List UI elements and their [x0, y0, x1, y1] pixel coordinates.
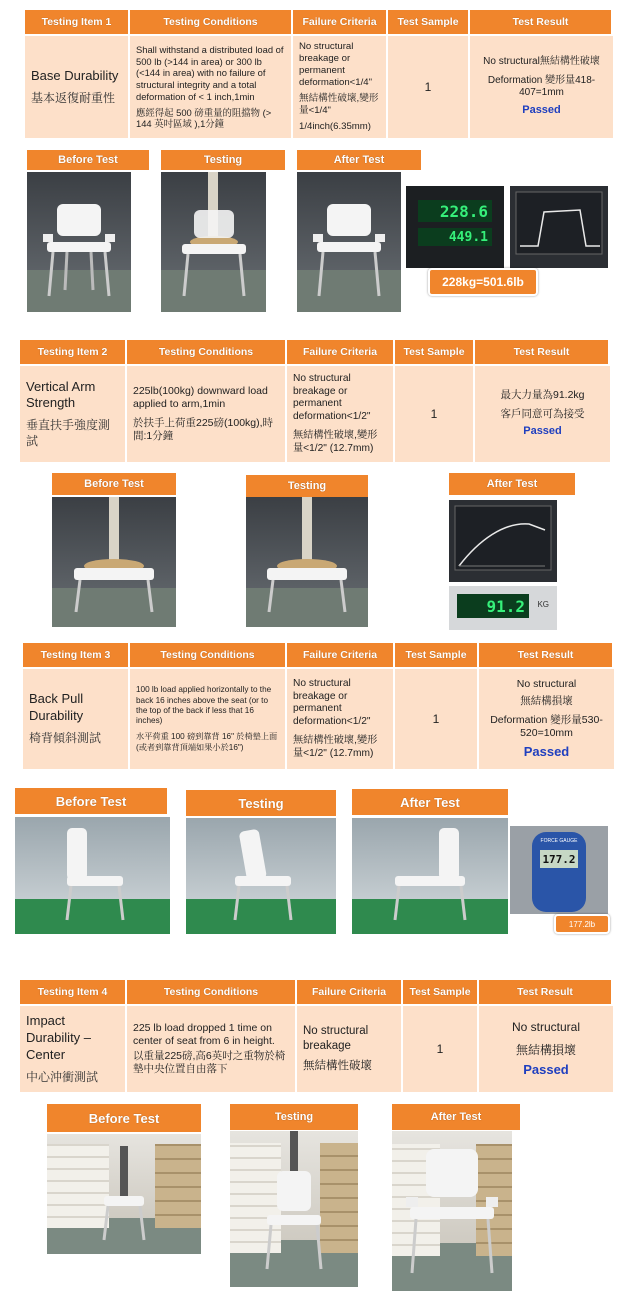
sample-cell: 1: [395, 667, 479, 769]
conditions-zh: 應經得起 500 磅重量的阻擋物 (> 144 英吋區域 ),1分鐘: [136, 106, 272, 130]
header-testing-item: Testing Item 4: [20, 980, 127, 1004]
test-rig-icon: [66, 497, 162, 614]
item-name-zh: 垂直扶手強度測試: [26, 418, 111, 448]
conditions-en: Shall withstand a distributed load of 500 lb (>144 in area) or 300 lb (<144 in area) with no failure of structural integrity and a total deformation of < 1 inch,1min: [136, 43, 284, 102]
header-result: Test Result: [475, 340, 610, 364]
criteria-en: No structural breakage or permanent deformation<1/2": [293, 372, 371, 422]
testing-photo: [246, 497, 368, 627]
conditions-cell: [130, 667, 287, 769]
header-conditions: Testing Conditions: [127, 980, 297, 1004]
criteria-en: No structural breakage or permanent deformation<1/2": [293, 677, 371, 727]
test-table-4: [20, 980, 613, 1092]
test-table-1: [25, 10, 613, 138]
item-name-cell: [25, 34, 130, 138]
result-line-1: 最大力量為91.2kg: [500, 389, 585, 401]
item-name-zh: 椅背傾斜測試: [29, 731, 102, 746]
result-cell: [479, 667, 614, 769]
testing-photo: [161, 172, 266, 312]
before-test-photo: [52, 497, 176, 627]
criteria-zh: 無結構性破壞,變形量<1/2" (12.7mm): [293, 429, 378, 454]
after-test-label: After Test: [297, 150, 421, 170]
header-testing-item: Testing Item 2: [20, 340, 127, 364]
conditions-zh: 以重量225磅,高6英吋之重物於椅墊中央位置自由落下: [133, 1050, 286, 1076]
shower-chair-icon: [309, 198, 389, 298]
header-conditions: Testing Conditions: [130, 10, 293, 34]
header-sample: Test Sample: [395, 643, 479, 667]
criteria-en: No structural breakage or permanent deformation<1/4": [299, 41, 373, 88]
after-test-label: After Test: [392, 1104, 520, 1130]
test-table-2: [20, 340, 610, 462]
conditions-zh: 水平荷重 100 磅到靠背 16" 於椅墊上面 (或者到靠背頂端如果小於16"): [136, 732, 278, 752]
conditions-en: 225 lb load dropped 1 time on center of seat from 6 in height.: [133, 1021, 275, 1047]
testing-photo: [230, 1131, 358, 1287]
conditions-zh: 於扶手上荷重225磅(100kg),時間:1分鐘: [133, 417, 274, 443]
before-test-label: Before Test: [27, 150, 149, 170]
header-sample: Test Sample: [388, 10, 470, 34]
force-curve-graph: [449, 500, 557, 582]
load-curve-icon: [510, 186, 608, 268]
header-sample: Test Sample: [395, 340, 475, 364]
conditions-cell: [130, 34, 293, 138]
conditions-en: 100 lb load applied horizontally to the back 16 inches above the seat (or to the top of the back if less that 16 inches): [136, 685, 272, 725]
force-meter-display: [449, 586, 557, 630]
after-test-photo: [392, 1131, 512, 1291]
header-conditions: Testing Conditions: [127, 340, 287, 364]
conditions-cell: [127, 364, 287, 462]
force-callout: 177.2lb: [554, 914, 610, 934]
shower-chair-icon: [221, 826, 301, 922]
meter-readout-top: 228.6: [418, 200, 492, 222]
header-criteria: Failure Criteria: [287, 643, 395, 667]
header-sample: Test Sample: [403, 980, 479, 1004]
before-test-label: Before Test: [52, 473, 176, 495]
before-test-label: Before Test: [15, 788, 167, 814]
meter-unit: KG: [537, 600, 549, 609]
before-test-label: Before Test: [47, 1104, 201, 1132]
load-meter-display: [406, 186, 504, 268]
passed-status: Passed: [523, 1061, 569, 1077]
criteria-cell: [287, 667, 395, 769]
item-name-en: Impact Durability – Center: [26, 1012, 92, 1062]
testing-label: Testing: [246, 475, 368, 497]
shower-chair-icon: [404, 1145, 500, 1275]
item-name-en: Vertical Arm Strength: [26, 378, 96, 411]
after-test-photo: [297, 172, 401, 312]
test-rig-icon: [174, 172, 254, 298]
result-line-1b: 無結構損壞: [520, 694, 573, 707]
criteria-zh: 無結構性破壞: [303, 1060, 372, 1073]
header-testing-item: Testing Item 1: [25, 10, 130, 34]
shower-chair-icon: [53, 826, 133, 922]
criteria-cell: [297, 1004, 403, 1092]
criteria-en: No structural breakage: [303, 1025, 369, 1052]
header-result: Test Result: [470, 10, 613, 34]
result-line-2: 客戶同意可為接受: [500, 408, 585, 421]
result-line-1: No structural: [511, 1019, 581, 1034]
item-name-cell: [20, 364, 127, 462]
item-name-cell: [23, 667, 130, 769]
load-conversion-callout: 228kg=501.6lb: [428, 268, 538, 296]
result-cell: [475, 364, 610, 462]
drop-rig-icon: [259, 1131, 329, 1271]
header-criteria: Failure Criteria: [297, 980, 403, 1004]
result-cell: [479, 1004, 613, 1092]
result-cell: [470, 34, 613, 138]
header-result: Test Result: [479, 643, 614, 667]
item-name-en: Base Durability: [31, 67, 119, 83]
meter-readout: 91.2: [457, 594, 529, 618]
force-curve-icon: [449, 500, 557, 582]
result-line-2: Deformation 變形量418-407=1mm: [487, 74, 596, 99]
item-name-cell: [20, 1004, 127, 1092]
sample-cell: 1: [403, 1004, 479, 1092]
header-conditions: Testing Conditions: [130, 643, 287, 667]
result-line-2: 無結構損壞: [515, 1042, 576, 1057]
criteria-zh: 無結構性破壞,變形量<1/4": [299, 92, 379, 116]
testing-label: Testing: [186, 790, 336, 816]
before-test-photo: [15, 817, 170, 934]
criteria-cell: [287, 364, 395, 462]
header-testing-item: Testing Item 3: [23, 643, 130, 667]
conditions-en: 225lb(100kg) downward load applied to arm,1min: [133, 384, 268, 410]
load-curve-graph: [510, 186, 608, 268]
header-result: Test Result: [479, 980, 613, 1004]
testing-photo: [186, 818, 336, 934]
gauge-readout: 177.2: [540, 850, 578, 868]
gauge-brand: FORCE GAUGE: [540, 838, 578, 844]
passed-status: Passed: [523, 744, 570, 760]
criteria-cell: [293, 34, 388, 138]
after-test-label: After Test: [449, 473, 575, 495]
test-rig-icon: [259, 497, 355, 614]
testing-label: Testing: [161, 150, 285, 170]
after-test-photo: [352, 818, 508, 934]
header-criteria: Failure Criteria: [293, 10, 388, 34]
before-test-photo: [27, 172, 131, 312]
force-gauge: [510, 826, 608, 914]
shower-chair-icon: [385, 826, 475, 922]
header-criteria: Failure Criteria: [287, 340, 395, 364]
meter-readout-bottom: 449.1: [418, 228, 492, 246]
after-test-label: After Test: [352, 789, 508, 815]
result-line-1: No structural無結構性破壞: [483, 56, 600, 68]
conditions-cell: [127, 1004, 297, 1092]
item-name-zh: 基本返復耐重性: [31, 90, 116, 105]
item-name-zh: 中心沖衝測試: [26, 1069, 99, 1084]
testing-label: Testing: [230, 1104, 358, 1130]
before-test-photo: [47, 1134, 201, 1254]
test-table-3: [23, 643, 614, 769]
sample-cell: 1: [395, 364, 475, 462]
drop-rig-icon: [94, 1146, 154, 1242]
passed-status: Passed: [523, 425, 562, 438]
result-line-1: No structural: [516, 677, 577, 690]
criteria-extra: 1/4inch(6.35mm): [299, 120, 371, 132]
item-name-en: Back Pull Durability: [29, 691, 84, 724]
sample-cell: 1: [388, 34, 470, 138]
result-line-2: Deformation 變形量530-520=10mm: [490, 713, 603, 739]
shower-chair-icon: [39, 198, 119, 298]
criteria-zh: 無結構性破壞,變形量<1/2" (12.7mm): [293, 734, 378, 759]
passed-status: Passed: [522, 103, 561, 116]
